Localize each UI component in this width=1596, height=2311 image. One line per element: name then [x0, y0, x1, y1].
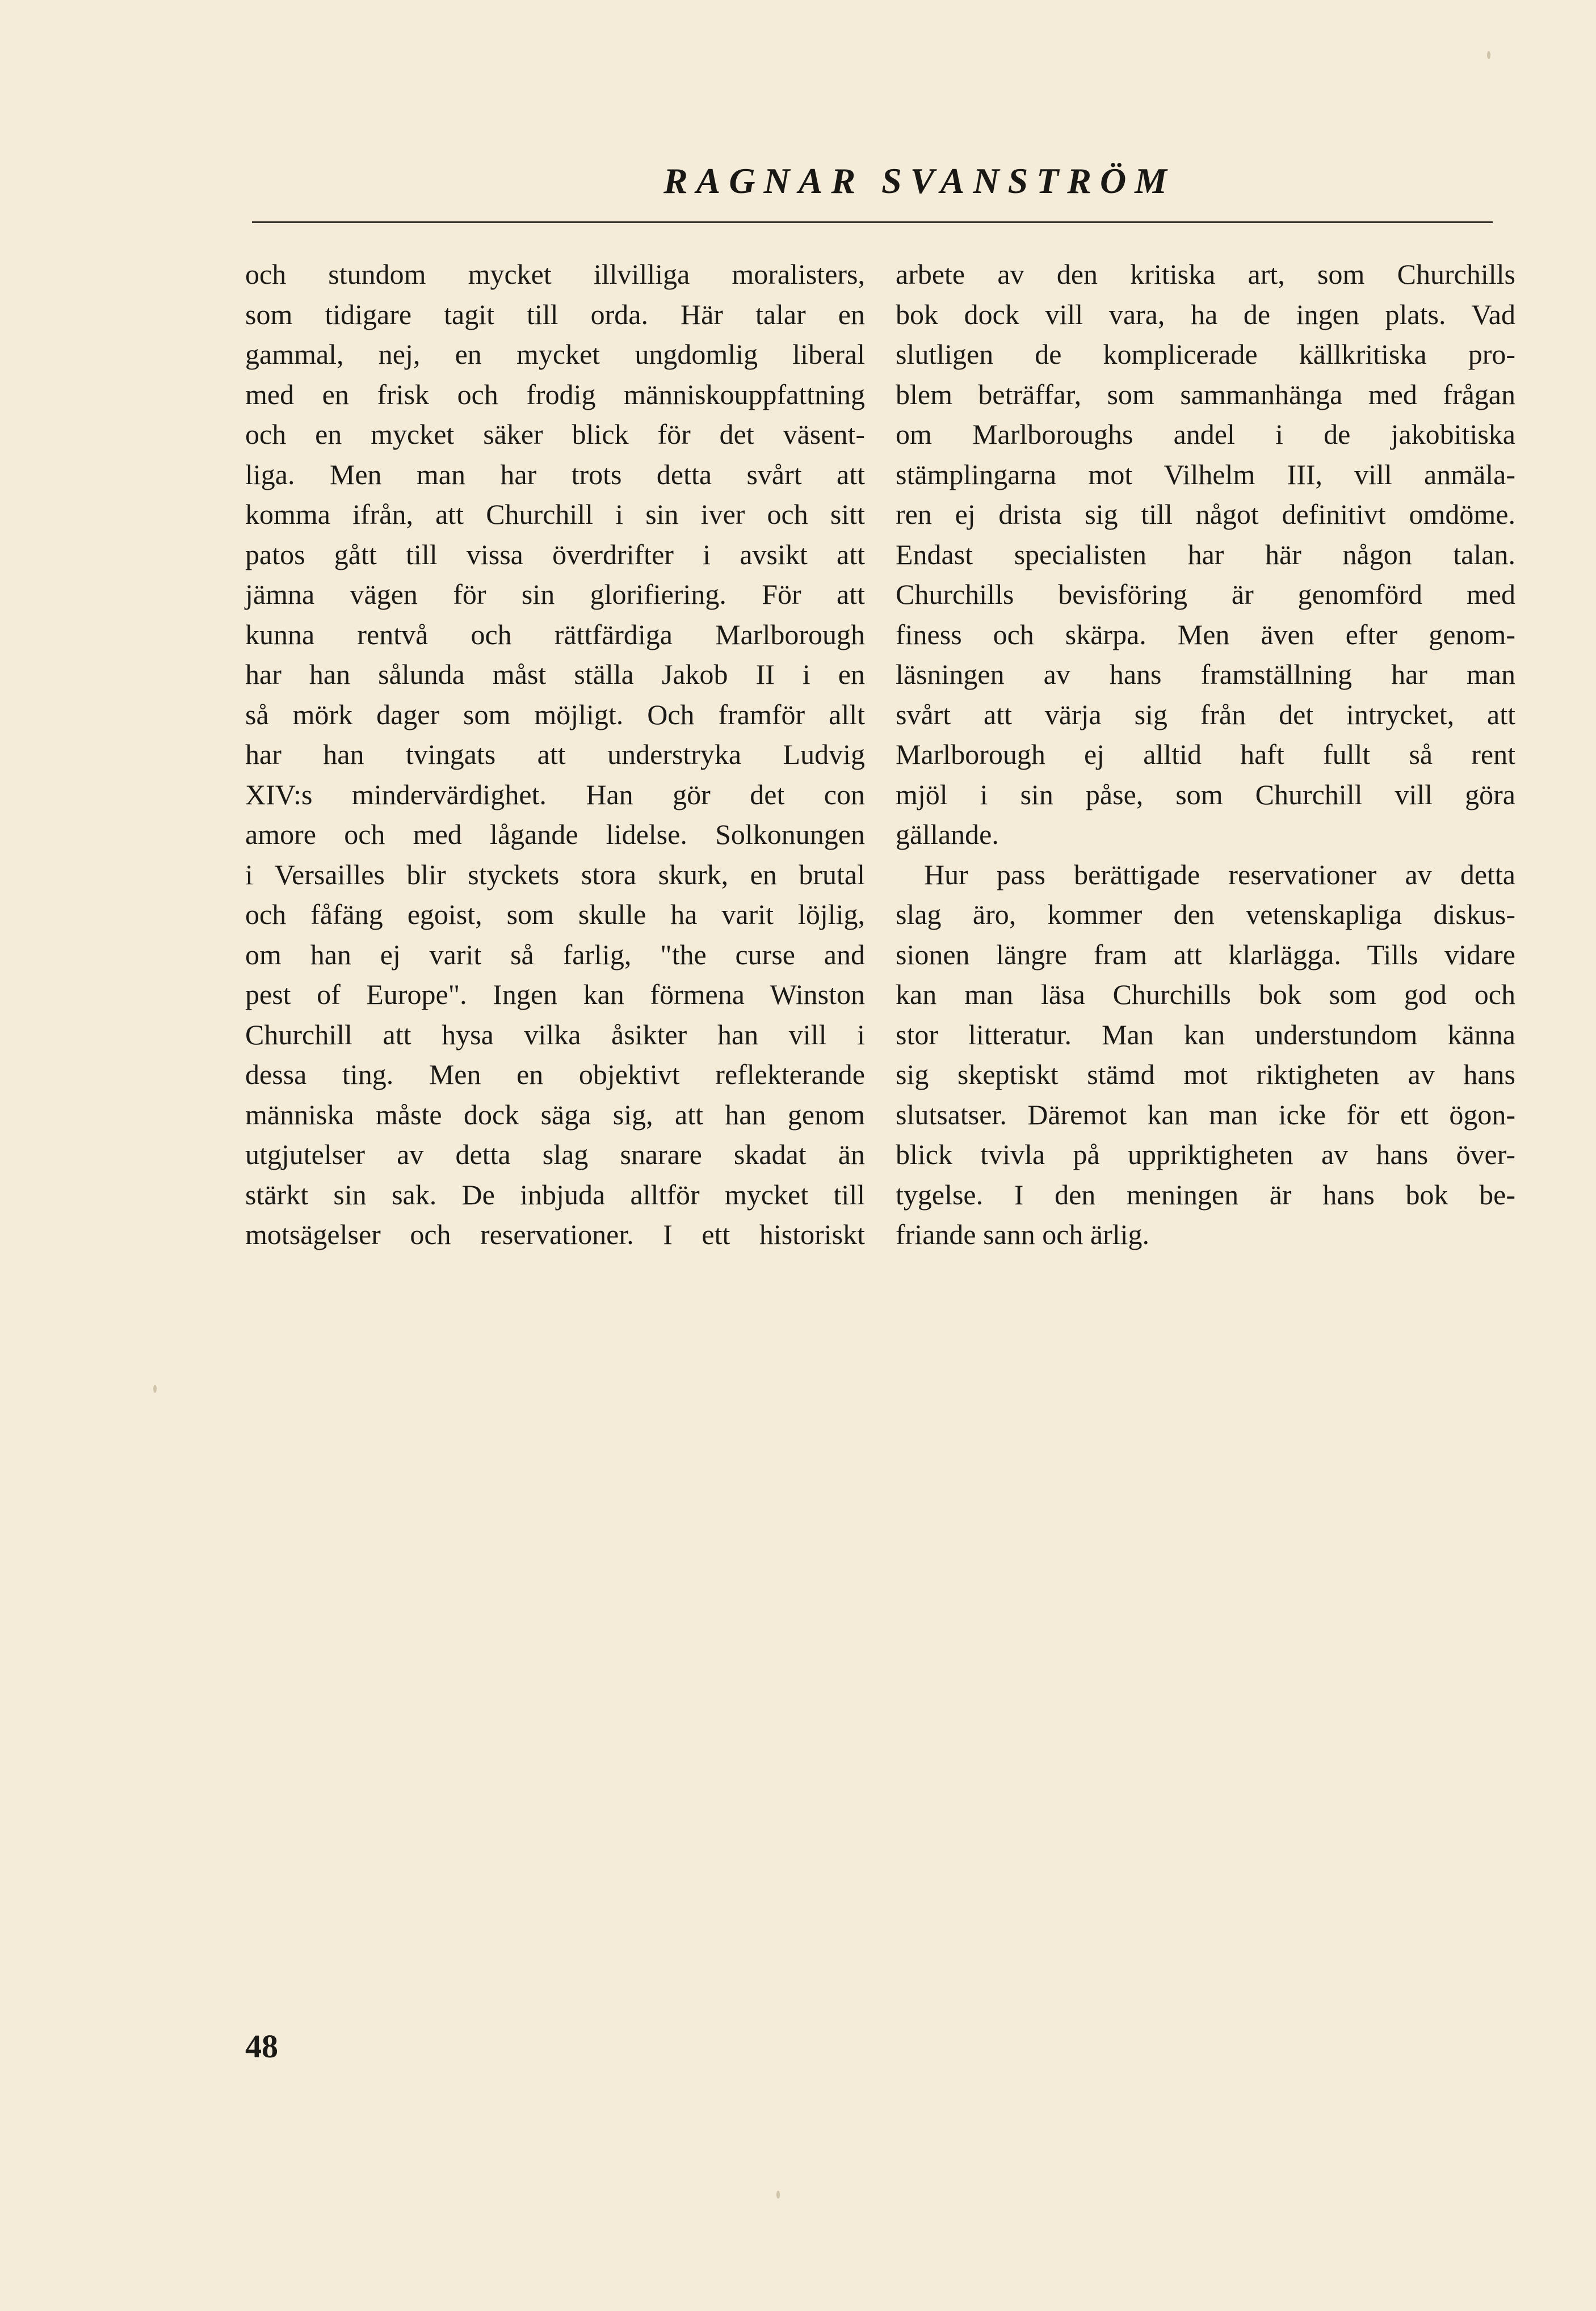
text-line: jämna vägen för sin glorifiering. För att	[245, 578, 865, 610]
text-line: om han ej varit så farlig, "the curse and	[245, 938, 865, 970]
text-line: blick tvivla på uppriktigheten av hans över-	[896, 1138, 1515, 1170]
text-line: och en mycket säker blick för det väsent-	[245, 418, 865, 450]
text-line: har han tvingats att understryka Ludvig	[245, 738, 865, 770]
text-line: kan man läsa Churchills bok som god och	[896, 978, 1515, 1010]
paper-speck	[1487, 51, 1490, 59]
text-line: arbete av den kritiska art, som Churchills	[896, 258, 1515, 290]
text-line: gällande.	[896, 818, 999, 850]
text-line: Hur pass berättigade reservationer av detta	[924, 858, 1515, 890]
header-rule	[252, 221, 1493, 223]
text-line: med en frisk och frodig människouppfattning	[245, 378, 865, 410]
text-line: Churchills bevisföring är genomförd med	[896, 578, 1515, 610]
right-text-column	[896, 254, 1515, 1255]
text-line: så mörk dager som möjligt. Och framför allt	[245, 698, 865, 730]
running-head: RAGNAR SVANSTRÖM	[663, 161, 1176, 201]
text-line: motsägelser och reservationer. I ett historiskt	[245, 1218, 865, 1250]
text-line: svårt att värja sig från det intrycket, att	[896, 698, 1515, 730]
page-number: 48	[245, 2028, 278, 2065]
text-line: dessa ting. Men en objektivt reflekterande	[245, 1058, 865, 1090]
text-line: slag äro, kommer den vetenskapliga diskus-	[896, 898, 1515, 930]
text-line: stämplingarna mot Vilhelm III, vill anmäla-	[896, 458, 1515, 490]
text-line: Endast specialisten har här någon talan.	[896, 538, 1515, 570]
text-line: kunna rentvå och rättfärdiga Marlborough	[245, 618, 865, 650]
text-line: utgjutelser av detta slag snarare skadat än	[245, 1138, 865, 1170]
text-line: och fåfäng egoist, som skulle ha varit löjlig,	[245, 898, 865, 930]
text-line: pest of Europe". Ingen kan förmena Winston	[245, 978, 865, 1010]
text-line: liga. Men man har trots detta svårt att	[245, 458, 865, 490]
text-line: amore och med lågande lidelse. Solkonungen	[245, 818, 865, 850]
text-line: Marlborough ej alltid haft fullt så rent	[896, 738, 1515, 770]
text-line: sig skeptiskt stämd mot riktigheten av hans	[896, 1058, 1515, 1090]
text-line: bok dock vill vara, ha de ingen plats. Vad	[896, 298, 1515, 330]
text-line: XIV:s mindervärdighet. Han gör det con	[245, 778, 865, 810]
text-line: patos gått till vissa överdrifter i avsikt att	[245, 538, 865, 570]
text-line: om Marlboroughs andel i de jakobitiska	[896, 418, 1515, 450]
text-line: Churchill att hysa vilka åsikter han vill i	[245, 1018, 865, 1051]
text-line: läsningen av hans framställning har man	[896, 658, 1515, 690]
text-line: blem beträffar, som sammanhänga med frågan	[896, 378, 1515, 410]
text-line: ren ej drista sig till något definitivt omdöme.	[896, 498, 1515, 530]
text-line: i Versailles blir styckets stora skurk, en brutal	[245, 858, 865, 890]
paper-speck	[153, 1385, 157, 1393]
text-line: tygelse. I den meningen är hans bok be-	[896, 1178, 1515, 1211]
text-line: och stundom mycket illvilliga moralisters,	[245, 258, 865, 290]
text-line: slutsatser. Däremot kan man icke för ett ögon-	[896, 1098, 1515, 1131]
left-text-column	[245, 254, 865, 1255]
text-line: slutligen de komplicerade källkritiska pro-	[896, 338, 1515, 370]
text-line: gammal, nej, en mycket ungdomlig liberal	[245, 338, 865, 370]
text-line: mjöl i sin påse, som Churchill vill göra	[896, 778, 1515, 810]
text-line: sionen längre fram att klarlägga. Tills vidare	[896, 938, 1515, 970]
text-line: stärkt sin sak. De inbjuda alltför mycket till	[245, 1178, 865, 1211]
text-line: människa måste dock säga sig, att han genom	[245, 1098, 865, 1131]
text-line: har han sålunda måst ställa Jakob II i en	[245, 658, 865, 690]
text-line: stor litteratur. Man kan understundom känna	[896, 1018, 1515, 1051]
text-line: finess och skärpa. Men även efter genom-	[896, 618, 1515, 650]
text-line: friande sann och ärlig.	[896, 1218, 1150, 1250]
paper-speck	[776, 2191, 780, 2199]
text-line: som tidigare tagit till orda. Här talar en	[245, 298, 865, 330]
text-line: komma ifrån, att Churchill i sin iver och sitt	[245, 498, 865, 530]
